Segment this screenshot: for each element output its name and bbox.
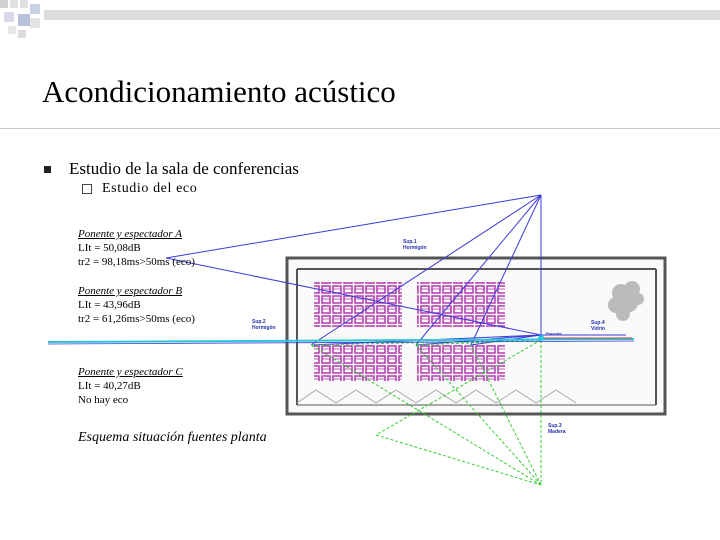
note-b-line1: LIt = 43,96dB [78, 299, 141, 311]
header-decoration [0, 0, 720, 46]
seat-block-bottom-right [417, 345, 505, 381]
sup4-label: Sup.4 [591, 320, 605, 326]
note-b [78, 284, 195, 326]
sup4-material: Vidrio [591, 326, 606, 332]
note-a-heading: Ponente y espectador A [78, 228, 182, 240]
slide-title: Acondicionamiento acústico [42, 74, 396, 109]
seat-block-bottom-left [314, 345, 402, 381]
note-a-line1: LIt = 50,08dB [78, 242, 141, 254]
sup3-label: Sup.3 [548, 423, 562, 429]
sup2-material: Hormigón [252, 325, 276, 331]
seat-block-top-right [417, 282, 505, 327]
room-outline [287, 258, 665, 414]
sup2-label: Sup.2 [252, 319, 266, 325]
square-bullet-icon [44, 166, 51, 173]
sup1-material: Hormigón [403, 245, 427, 251]
note-c-line2: No hay eco [78, 394, 129, 406]
note-a [78, 227, 195, 269]
note-b-heading: Ponente y espectador B [78, 285, 183, 297]
sup1-label: Sup.1 [403, 239, 417, 245]
bullet-level-1: Estudio de la sala de conferencias [69, 159, 299, 178]
sup3-material: Madera [548, 429, 566, 435]
speaker-point [538, 335, 544, 341]
seat-block-top-left [314, 282, 402, 327]
title-divider [0, 128, 720, 129]
note-b-line2: tr2 = 61,26ms>50ms (eco) [78, 313, 195, 325]
note-c [78, 365, 183, 407]
note-a-line2: tr2 = 98,18ms>50ms (eco) [78, 256, 195, 268]
diagram-caption: Esquema situación fuentes planta [78, 430, 267, 445]
note-c-line1: LIt = 40,27dB [78, 380, 141, 392]
note-c-heading: Ponente y espectador C [78, 366, 183, 378]
bullet-level-2: Estudio del eco [102, 181, 198, 196]
speaker-label: Ponente [546, 331, 562, 336]
